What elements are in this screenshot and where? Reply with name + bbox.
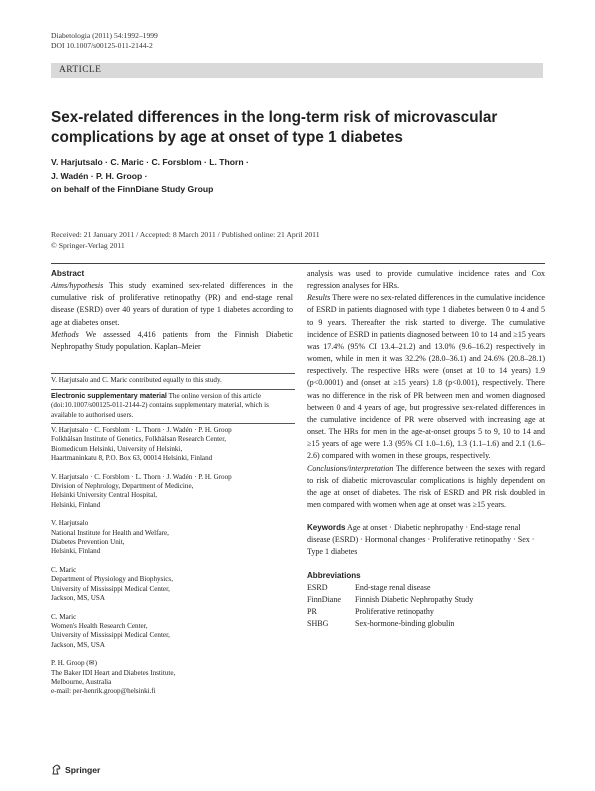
methods-text: We assessed 4,416 patients from the Finnish Diabetic Nephropathy Study population. Kaplan–Meier <box>51 329 293 351</box>
abstract-right <box>307 268 545 631</box>
affiliation-line: Biomedicum Helsinki, University of Helsinki, <box>51 444 183 453</box>
publisher-logo <box>51 764 100 777</box>
footnote-divider-3 <box>51 423 295 424</box>
header-divider <box>51 263 545 264</box>
affiliation-line: Women's Health Research Center, <box>51 621 148 630</box>
abbreviation-definition: End-stage renal disease <box>355 582 431 592</box>
journal-citation: Diabetologia (2011) 54:1992–1999 <box>51 31 158 40</box>
keywords-text: Age at onset · Diabetic nephropathy · End-stage renal disease (ESRD) · Hormonal changes · Proliferative retinopathy · Sex · Type 1 diabetes <box>307 523 535 557</box>
equal-contribution-note: V. Harjutsalo and C. Maric contributed equally to this study. <box>51 376 222 384</box>
corresponding-author-line: P. H. Groop (✉) <box>51 659 97 668</box>
affiliation-line: The Baker IDI Heart and Diabetes Institute, <box>51 668 176 677</box>
affiliation-line: Helsinki, Finland <box>51 500 101 509</box>
abbreviation-row <box>307 618 473 630</box>
affiliation-line: University of Mississippi Medical Center, <box>51 631 170 640</box>
affiliation-block <box>51 519 295 557</box>
author-line-2[interactable]: J. Wadén · P. H. Groop · <box>51 170 148 181</box>
affiliation-line: V. Harjutsalo · C. Forsblom · L. Thorn · J. Wadén · P. H. Groop <box>51 426 232 434</box>
affiliation-line: V. Harjutsalo · C. Forsblom · L. Thorn · J. Wadén · P. H. Groop <box>51 472 232 481</box>
received-accepted-line: Received: 21 January 2011 / Accepted: 8 March 2011 / Published online: 21 April 2011 <box>51 230 320 239</box>
publisher-name: Springer <box>65 765 101 775</box>
author-list <box>51 156 531 197</box>
email-line[interactable]: e-mail: per-henrik.groop@helsinki.fi <box>51 687 156 696</box>
affiliation-line: Department of Physiology and Biophysics, <box>51 575 173 584</box>
abbreviation-term: SHBG <box>307 619 329 629</box>
affiliation-line: Melbourne, Australia <box>51 677 112 686</box>
copyright-line: © Springer-Verlag 2011 <box>51 240 125 250</box>
affiliation-line: C. Maric <box>51 565 77 574</box>
abbreviation-definition: Finnish Diabetic Nephropathy Study <box>355 594 474 604</box>
affiliation-line: University of Mississippi Medical Center, <box>51 584 170 593</box>
abstract-left <box>51 268 293 353</box>
article-title: Sex-related differences in the long-term risk of microvascular complications by age at onset of type 1 diabetes <box>51 109 498 146</box>
conclusions-label: Conclusions/interpretation <box>307 463 394 473</box>
abstract-heading: Abstract <box>51 269 85 278</box>
affiliation-line: Helsinki, Finland <box>51 547 101 556</box>
publication-dates <box>51 230 531 251</box>
article-type-label: ARTICLE <box>59 65 102 75</box>
results-text: There were no sex-related differences in the cumulative incidence of ESRD in patients diagnosed with type 1 diabetes between 0 to 4 and 5 to 9 years. Thereafter the risk started to diverge. The cumulative incidence of ESRD in patients diagnosed between 10 to 14 and ≥15 years was 17.4% (95% CI 13.4–21.2) and 13.0% (9.6–16.2) respectively in women, while in men it was 32.2% (28.0–36.1) and 24.6% (20.8–28.1) respectively. The respective HRs were (onset at 10 to 14 years) 1.9 (p<0.0001) and (onset at ≥15 years) 1.8 (p<0.001), respectively. There was no difference in the risk of PR between men and women diagnosed between 0 and 4 years of age, but progressive sex-related differences in the cumulative incidence of PR were observed with increasing age at onset. The HRs for men in the age-at-onset groups 5 to 9, 10 to 14 and ≥15 years of age were 1.3 (95% CI 1.0–1.6), 1.3 (1.1–1.6) and 2.1 (1.6–2.6) compared with women in these groups, respectively. <box>307 293 545 461</box>
author-line-1[interactable]: V. Harjutsalo · C. Maric · C. Forsblom · L. Thorn · <box>51 157 249 167</box>
affiliation-line: Division of Nephrology, Department of Medicine, <box>51 482 194 491</box>
abbreviation-definition: Sex-hormone-binding globulin <box>355 619 455 629</box>
affiliations <box>51 426 295 697</box>
aims-text: This study examined sex-related differences in the cumulative risk of proliferative retinopathy (PR) and end-stage renal disease (ESRD) over 40 years of duration of type 1 diabetes according to age at diabetes onset. <box>51 281 293 327</box>
affiliation-line: Folkhälsan Institute of Genetics, Folkhälsan Research Center, <box>51 435 227 444</box>
affiliation-block <box>51 473 295 511</box>
affiliation-block <box>51 426 295 464</box>
affiliation-line: National Institute for Health and Welfare, <box>51 528 169 537</box>
affiliation-line: Haartmaninkatu 8, P.O. Box 63, 00014 Helsinki, Finland <box>51 454 213 463</box>
footnote-divider-2 <box>51 389 295 390</box>
affiliation-block <box>51 613 295 651</box>
abbreviation-term: ESRD <box>307 582 328 592</box>
aims-label: Aims/hypothesis <box>51 281 104 291</box>
affiliation-block <box>51 566 295 604</box>
results-label: Results <box>307 293 331 303</box>
esm-label: Electronic supplementary material <box>51 392 167 400</box>
affiliation-line: Helsinki University Central Hospital, <box>51 491 157 500</box>
abbreviation-term: PR <box>307 607 317 617</box>
doi-line: DOI 10.1007/s00125-011-2144-2 <box>51 41 153 50</box>
abbreviation-definition: Proliferative retinopathy <box>355 607 434 617</box>
conclusions-text: The difference between the sexes with regard to risk of diabetic microvascular complications is highly dependent on the age at onset of diabetes. The risk of ESRD and PR risk doubled in men compared with women when age at onset was ≥15 years. <box>307 463 545 509</box>
esm-note <box>51 392 295 420</box>
abbreviation-row <box>307 594 473 606</box>
affiliation-block <box>51 659 295 697</box>
abbreviations-heading: Abbreviations <box>307 570 361 580</box>
abbreviation-row <box>307 582 473 594</box>
affiliation-line: Jackson, MS, USA <box>51 640 105 649</box>
keywords-paragraph <box>307 522 545 558</box>
abbreviations-table <box>307 582 473 631</box>
methods-label: Methods <box>51 329 79 339</box>
abbreviation-term: FinnDiane <box>307 594 341 604</box>
keywords-label: Keywords <box>307 523 346 533</box>
methods-continued: analysis was used to provide cumulative incidence rates and Cox regression analyses for HRs. <box>307 269 545 291</box>
springer-horse-logo <box>51 764 62 777</box>
footnote-divider <box>51 373 295 374</box>
affiliation-line: V. Harjutsalo <box>51 519 89 528</box>
affiliation-line: C. Maric <box>51 612 77 621</box>
affiliation-line: Diabetes Prevention Unit, <box>51 538 125 547</box>
author-group-line: on behalf of the FinnDiane Study Group <box>51 184 214 194</box>
affiliation-line: Jackson, MS, USA <box>51 594 105 603</box>
abbreviation-row <box>307 606 473 618</box>
esm-text[interactable]: The online version of this article (doi:10.1007/s00125-011-2144-2) contains supplementary material, which is available to authorised users. <box>51 392 269 419</box>
article-type-bar <box>51 63 543 78</box>
